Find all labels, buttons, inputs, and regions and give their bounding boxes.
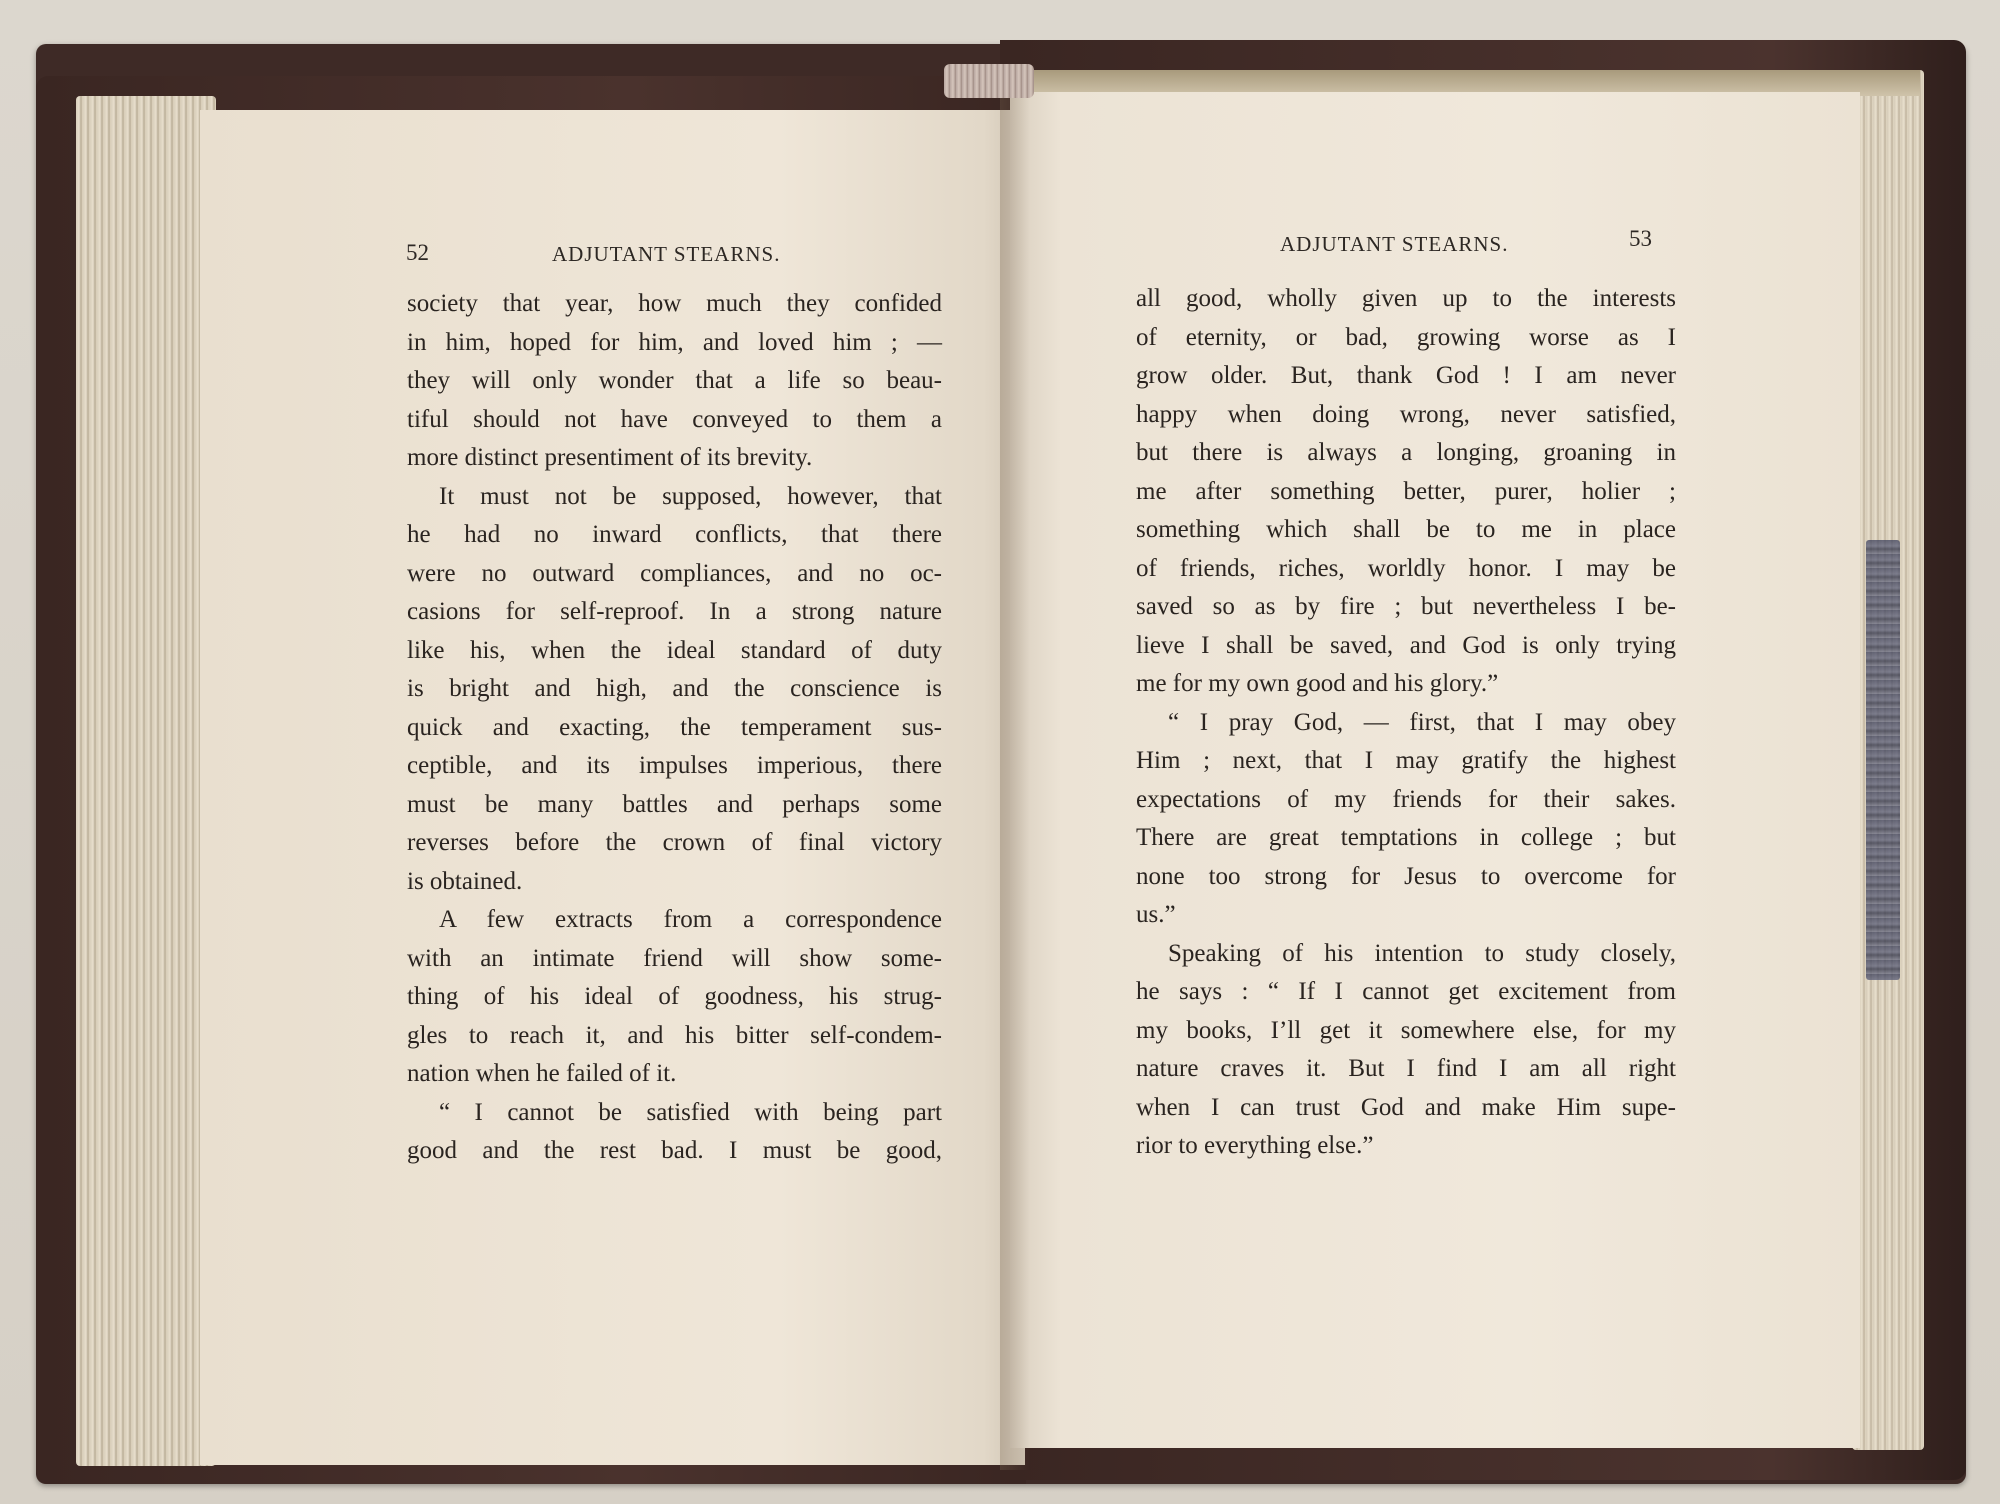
text-line: gles to reach it, and his bitter self-condem- [407, 1021, 942, 1049]
spine-binding-thread [944, 64, 1034, 98]
right-running-head: ADJUTANT STEARNS. [1280, 232, 1509, 256]
book-gutter [1000, 92, 1030, 1470]
text-line: they will only wonder that a life so beau- [407, 367, 942, 394]
text-line: nation when he failed of it. [407, 1060, 677, 1087]
text-line: ceptible, and its impulses imperious, there [407, 752, 942, 779]
text-line: A few extracts from a correspondence [439, 906, 942, 933]
text-line: saved so as by fire ; but nevertheless I be- [1136, 593, 1676, 620]
text-line: lieve I shall be saved, and God is only trying [1136, 631, 1676, 659]
text-line: with an intimate friend will show some- [407, 944, 942, 972]
text-line: of friends, riches, worldly honor. I may be [1136, 554, 1676, 582]
right-page-body [1136, 280, 1676, 1166]
text-line: “ I pray God, — first, that I may obey [1168, 708, 1676, 736]
left-page-edges [76, 96, 216, 1466]
text-line: like his, when the ideal standard of duty [407, 636, 942, 664]
text-line: me after something better, purer, holier ; [1136, 477, 1676, 505]
left-page-body [407, 285, 942, 1171]
text-line: he had no inward conflicts, that there [407, 521, 942, 548]
left-running-head: ADJUTANT STEARNS. [552, 242, 781, 266]
text-line: were no outward compliances, and no oc- [407, 559, 942, 587]
text-line: of eternity, or bad, growing worse as I [1136, 323, 1676, 351]
text-line: good and the rest bad. I must be good, [407, 1137, 942, 1164]
text-line: he says : “ If I cannot get excitement from [1136, 978, 1676, 1005]
text-line: “ I cannot be satisfied with being part [439, 1098, 942, 1126]
left-page-number: 52 [406, 240, 429, 265]
text-line: something which shall be to me in place [1136, 516, 1676, 543]
text-line: quick and exacting, the temperament sus- [407, 713, 942, 741]
text-line: Speaking of his intention to study closely, [1168, 939, 1676, 967]
text-line: reverses before the crown of final victory [407, 829, 942, 856]
text-line: It must not be supposed, however, that [439, 482, 942, 510]
right-page-number: 53 [1629, 226, 1652, 251]
text-line: casions for self-reproof. In a strong nature [407, 598, 942, 625]
text-line: us.” [1136, 901, 1176, 928]
text-line: is obtained. [407, 867, 523, 895]
text-line: is bright and high, and the conscience is [407, 675, 942, 702]
text-line: nature craves it. But I find I am all right [1136, 1055, 1676, 1082]
text-line: Him ; next, that I may gratify the highest [1136, 747, 1676, 774]
text-line: none too strong for Jesus to overcome for [1136, 862, 1676, 890]
text-line: society that year, how much they confided [407, 290, 942, 317]
text-line: but there is always a longing, groaning in [1136, 439, 1676, 466]
text-line: grow older. But, thank God ! I am never [1136, 362, 1676, 389]
text-line: expectations of my friends for their sakes. [1136, 785, 1676, 813]
text-line: when I can trust God and make Him supe- [1136, 1093, 1676, 1121]
text-line: in him, hoped for him, and loved him ; — [407, 328, 942, 356]
text-line: more distinct presentiment of its brevity. [407, 444, 813, 471]
text-line: all good, wholly given up to the interests [1136, 285, 1676, 312]
text-line: happy when doing wrong, never satisfied, [1136, 400, 1676, 428]
text-line: my books, I’ll get it somewhere else, for my [1136, 1016, 1676, 1044]
text-line: must be many battles and perhaps some [407, 790, 942, 818]
library-stamp-mark [1866, 540, 1900, 980]
text-line: thing of his ideal of goodness, his strug- [407, 983, 942, 1010]
text-line: rior to everything else.” [1136, 1132, 1374, 1159]
text-line: tiful should not have conveyed to them a [407, 405, 942, 433]
text-line: me for my own good and his glory.” [1136, 670, 1499, 697]
text-line: There are great temptations in college ; but [1136, 824, 1676, 851]
